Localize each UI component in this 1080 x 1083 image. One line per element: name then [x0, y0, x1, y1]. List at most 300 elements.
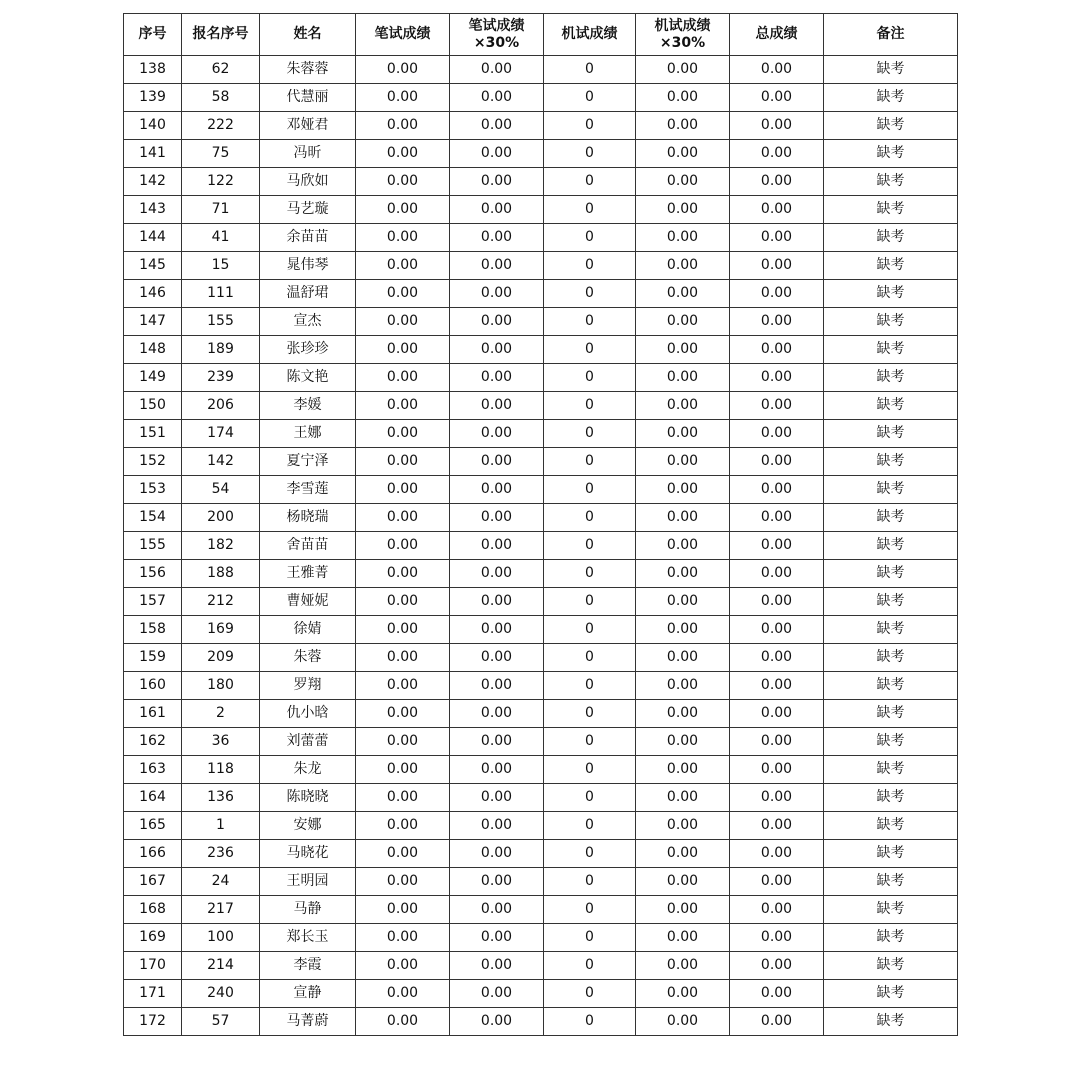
cell-col-written-score: 0.00	[356, 896, 450, 924]
cell-col-machine-score: 0	[544, 56, 636, 84]
cell-col-machine-score: 0	[544, 616, 636, 644]
cell-col-total-score: 0.00	[730, 56, 824, 84]
cell-col-reg-no: 142	[182, 448, 260, 476]
cell-col-written-weighted: 0.00	[450, 448, 544, 476]
cell-col-machine-weighted: 0.00	[636, 56, 730, 84]
cell-col-index: 142	[124, 168, 182, 196]
cell-col-total-score: 0.00	[730, 448, 824, 476]
table-row	[124, 812, 958, 840]
table-row	[124, 756, 958, 784]
cell-col-written-score: 0.00	[356, 952, 450, 980]
cell-col-machine-weighted: 0.00	[636, 140, 730, 168]
cell-col-machine-weighted: 0.00	[636, 168, 730, 196]
cell-col-machine-score: 0	[544, 112, 636, 140]
cell-col-machine-score: 0	[544, 196, 636, 224]
cell-col-machine-score: 0	[544, 672, 636, 700]
cell-col-written-weighted: 0.00	[450, 84, 544, 112]
cell-col-machine-weighted: 0.00	[636, 980, 730, 1008]
cell-col-machine-score: 0	[544, 364, 636, 392]
cell-col-machine-score: 0	[544, 252, 636, 280]
cell-col-machine-score: 0	[544, 504, 636, 532]
header-label: 备注	[876, 26, 905, 42]
cell-col-index: 161	[124, 700, 182, 728]
cell-col-written-weighted: 0.00	[450, 560, 544, 588]
table-row	[124, 448, 958, 476]
cell-col-reg-no: 2	[182, 700, 260, 728]
header-label-sub: ×30%	[473, 34, 520, 51]
table-row	[124, 84, 958, 112]
cell-col-reg-no: 180	[182, 672, 260, 700]
cell-col-reg-no: 58	[182, 84, 260, 112]
cell-col-machine-weighted: 0.00	[636, 924, 730, 952]
cell-col-remark: 缺考	[824, 336, 958, 364]
cell-col-index: 164	[124, 784, 182, 812]
cell-col-reg-no: 75	[182, 140, 260, 168]
cell-col-machine-weighted: 0.00	[636, 252, 730, 280]
cell-col-total-score: 0.00	[730, 140, 824, 168]
cell-col-machine-weighted: 0.00	[636, 224, 730, 252]
cell-col-name: 仇小晗	[260, 700, 356, 728]
cell-col-machine-score: 0	[544, 84, 636, 112]
cell-col-total-score: 0.00	[730, 504, 824, 532]
header-label: 笔试成绩	[374, 26, 431, 42]
table-row	[124, 924, 958, 952]
cell-col-machine-score: 0	[544, 336, 636, 364]
cell-col-total-score: 0.00	[730, 280, 824, 308]
cell-col-machine-weighted: 0.00	[636, 644, 730, 672]
cell-col-written-score: 0.00	[356, 812, 450, 840]
cell-col-written-weighted: 0.00	[450, 252, 544, 280]
cell-col-name: 王明园	[260, 868, 356, 896]
cell-col-reg-no: 24	[182, 868, 260, 896]
cell-col-written-score: 0.00	[356, 420, 450, 448]
cell-col-written-score: 0.00	[356, 784, 450, 812]
cell-col-written-weighted: 0.00	[450, 700, 544, 728]
cell-col-machine-score: 0	[544, 420, 636, 448]
cell-col-reg-no: 111	[182, 280, 260, 308]
cell-col-index: 168	[124, 896, 182, 924]
cell-col-machine-weighted: 0.00	[636, 532, 730, 560]
cell-col-remark: 缺考	[824, 952, 958, 980]
cell-col-remark: 缺考	[824, 196, 958, 224]
cell-col-written-score: 0.00	[356, 700, 450, 728]
table-row	[124, 56, 958, 84]
cell-col-reg-no: 239	[182, 364, 260, 392]
cell-col-remark: 缺考	[824, 420, 958, 448]
header-label: 笔试成绩	[468, 17, 525, 34]
cell-col-machine-weighted: 0.00	[636, 308, 730, 336]
cell-col-written-score: 0.00	[356, 476, 450, 504]
cell-col-written-weighted: 0.00	[450, 1008, 544, 1036]
cell-col-index: 147	[124, 308, 182, 336]
cell-col-index: 160	[124, 672, 182, 700]
cell-col-machine-score: 0	[544, 448, 636, 476]
table-row	[124, 672, 958, 700]
cell-col-name: 晁伟琴	[260, 252, 356, 280]
cell-col-name: 代慧丽	[260, 84, 356, 112]
cell-col-remark: 缺考	[824, 168, 958, 196]
cell-col-reg-no: 57	[182, 1008, 260, 1036]
cell-col-index: 140	[124, 112, 182, 140]
cell-col-written-score: 0.00	[356, 644, 450, 672]
cell-col-remark: 缺考	[824, 784, 958, 812]
cell-col-remark: 缺考	[824, 728, 958, 756]
cell-col-total-score: 0.00	[730, 420, 824, 448]
cell-col-reg-no: 212	[182, 588, 260, 616]
cell-col-written-score: 0.00	[356, 252, 450, 280]
header-label: 报名序号	[192, 26, 249, 42]
cell-col-written-score: 0.00	[356, 308, 450, 336]
cell-col-written-weighted: 0.00	[450, 924, 544, 952]
table-header	[124, 14, 958, 56]
cell-col-written-score: 0.00	[356, 280, 450, 308]
cell-col-remark: 缺考	[824, 812, 958, 840]
cell-col-name: 夏宁泽	[260, 448, 356, 476]
cell-col-machine-weighted: 0.00	[636, 420, 730, 448]
cell-col-machine-weighted: 0.00	[636, 784, 730, 812]
cell-col-index: 163	[124, 756, 182, 784]
cell-col-written-weighted: 0.00	[450, 672, 544, 700]
cell-col-reg-no: 182	[182, 532, 260, 560]
cell-col-machine-score: 0	[544, 700, 636, 728]
cell-col-written-weighted: 0.00	[450, 504, 544, 532]
cell-col-index: 145	[124, 252, 182, 280]
table-row	[124, 196, 958, 224]
cell-col-total-score: 0.00	[730, 224, 824, 252]
cell-col-index: 152	[124, 448, 182, 476]
cell-col-remark: 缺考	[824, 980, 958, 1008]
cell-col-index: 143	[124, 196, 182, 224]
cell-col-total-score: 0.00	[730, 392, 824, 420]
table-row	[124, 504, 958, 532]
cell-col-remark: 缺考	[824, 56, 958, 84]
cell-col-machine-weighted: 0.00	[636, 672, 730, 700]
cell-col-index: 153	[124, 476, 182, 504]
cell-col-name: 陈晓晓	[260, 784, 356, 812]
cell-col-name: 刘蕾蕾	[260, 728, 356, 756]
cell-col-machine-score: 0	[544, 644, 636, 672]
cell-col-written-weighted: 0.00	[450, 112, 544, 140]
cell-col-reg-no: 189	[182, 336, 260, 364]
table-row	[124, 112, 958, 140]
header-label: 姓名	[293, 26, 322, 42]
cell-col-machine-weighted: 0.00	[636, 364, 730, 392]
table-row	[124, 700, 958, 728]
cell-col-machine-score: 0	[544, 812, 636, 840]
cell-col-name: 陈文艳	[260, 364, 356, 392]
cell-col-total-score: 0.00	[730, 252, 824, 280]
cell-col-machine-weighted: 0.00	[636, 812, 730, 840]
table-row	[124, 952, 958, 980]
cell-col-machine-score: 0	[544, 784, 636, 812]
cell-col-machine-weighted: 0.00	[636, 336, 730, 364]
cell-col-written-weighted: 0.00	[450, 336, 544, 364]
cell-col-written-score: 0.00	[356, 728, 450, 756]
header-row	[124, 14, 958, 56]
cell-col-written-weighted: 0.00	[450, 728, 544, 756]
table-row	[124, 728, 958, 756]
cell-col-machine-weighted: 0.00	[636, 560, 730, 588]
cell-col-written-weighted: 0.00	[450, 644, 544, 672]
table-row	[124, 616, 958, 644]
cell-col-written-weighted: 0.00	[450, 868, 544, 896]
cell-col-index: 156	[124, 560, 182, 588]
table-row	[124, 168, 958, 196]
cell-col-machine-score: 0	[544, 868, 636, 896]
cell-col-written-score: 0.00	[356, 756, 450, 784]
cell-col-remark: 缺考	[824, 448, 958, 476]
cell-col-name: 马欣如	[260, 168, 356, 196]
cell-col-remark: 缺考	[824, 392, 958, 420]
cell-col-remark: 缺考	[824, 588, 958, 616]
cell-col-total-score: 0.00	[730, 168, 824, 196]
cell-col-name: 郑长玉	[260, 924, 356, 952]
header-label: 序号	[138, 26, 167, 42]
cell-col-written-weighted: 0.00	[450, 532, 544, 560]
cell-col-machine-score: 0	[544, 140, 636, 168]
cell-col-written-weighted: 0.00	[450, 476, 544, 504]
cell-col-reg-no: 54	[182, 476, 260, 504]
cell-col-machine-weighted: 0.00	[636, 868, 730, 896]
cell-col-written-score: 0.00	[356, 364, 450, 392]
cell-col-machine-score: 0	[544, 728, 636, 756]
cell-col-written-score: 0.00	[356, 168, 450, 196]
table-row	[124, 392, 958, 420]
cell-col-total-score: 0.00	[730, 868, 824, 896]
cell-col-total-score: 0.00	[730, 112, 824, 140]
cell-col-machine-weighted: 0.00	[636, 476, 730, 504]
cell-col-name: 李媛	[260, 392, 356, 420]
cell-col-remark: 缺考	[824, 140, 958, 168]
cell-col-written-score: 0.00	[356, 56, 450, 84]
table-row	[124, 980, 958, 1008]
cell-col-total-score: 0.00	[730, 644, 824, 672]
cell-col-machine-score: 0	[544, 560, 636, 588]
cell-col-name: 邓娅君	[260, 112, 356, 140]
cell-col-total-score: 0.00	[730, 980, 824, 1008]
cell-col-machine-score: 0	[544, 476, 636, 504]
cell-col-written-weighted: 0.00	[450, 364, 544, 392]
cell-col-index: 151	[124, 420, 182, 448]
cell-col-written-score: 0.00	[356, 140, 450, 168]
cell-col-machine-score: 0	[544, 924, 636, 952]
table-row	[124, 868, 958, 896]
cell-col-machine-weighted: 0.00	[636, 392, 730, 420]
score-table	[123, 13, 958, 1036]
cell-col-machine-score: 0	[544, 1008, 636, 1036]
cell-col-machine-score: 0	[544, 280, 636, 308]
cell-col-machine-score: 0	[544, 588, 636, 616]
cell-col-name: 舍苗苗	[260, 532, 356, 560]
cell-col-machine-weighted: 0.00	[636, 1008, 730, 1036]
cell-col-total-score: 0.00	[730, 616, 824, 644]
cell-col-reg-no: 236	[182, 840, 260, 868]
cell-col-index: 162	[124, 728, 182, 756]
cell-col-remark: 缺考	[824, 896, 958, 924]
cell-col-total-score: 0.00	[730, 196, 824, 224]
cell-col-index: 148	[124, 336, 182, 364]
cell-col-reg-no: 71	[182, 196, 260, 224]
cell-col-name: 李霞	[260, 952, 356, 980]
cell-col-machine-weighted: 0.00	[636, 728, 730, 756]
cell-col-total-score: 0.00	[730, 84, 824, 112]
cell-col-reg-no: 214	[182, 952, 260, 980]
header-col-total-score	[730, 14, 824, 56]
table-row	[124, 560, 958, 588]
table-body	[124, 56, 958, 1036]
cell-col-remark: 缺考	[824, 364, 958, 392]
table-row	[124, 364, 958, 392]
cell-col-machine-weighted: 0.00	[636, 756, 730, 784]
cell-col-reg-no: 122	[182, 168, 260, 196]
table-row	[124, 336, 958, 364]
cell-col-index: 171	[124, 980, 182, 1008]
cell-col-index: 170	[124, 952, 182, 980]
cell-col-reg-no: 200	[182, 504, 260, 532]
cell-col-reg-no: 15	[182, 252, 260, 280]
header-col-index	[124, 14, 182, 56]
cell-col-written-score: 0.00	[356, 504, 450, 532]
cell-col-written-score: 0.00	[356, 560, 450, 588]
cell-col-reg-no: 118	[182, 756, 260, 784]
cell-col-written-score: 0.00	[356, 84, 450, 112]
cell-col-written-score: 0.00	[356, 672, 450, 700]
table-row	[124, 280, 958, 308]
cell-col-remark: 缺考	[824, 700, 958, 728]
cell-col-machine-weighted: 0.00	[636, 588, 730, 616]
cell-col-remark: 缺考	[824, 924, 958, 952]
cell-col-remark: 缺考	[824, 252, 958, 280]
cell-col-written-weighted: 0.00	[450, 56, 544, 84]
cell-col-index: 146	[124, 280, 182, 308]
cell-col-name: 安娜	[260, 812, 356, 840]
cell-col-name: 张珍珍	[260, 336, 356, 364]
cell-col-written-weighted: 0.00	[450, 616, 544, 644]
cell-col-written-score: 0.00	[356, 448, 450, 476]
cell-col-machine-weighted: 0.00	[636, 952, 730, 980]
cell-col-reg-no: 41	[182, 224, 260, 252]
cell-col-reg-no: 217	[182, 896, 260, 924]
table-row	[124, 140, 958, 168]
cell-col-name: 余苗苗	[260, 224, 356, 252]
cell-col-total-score: 0.00	[730, 336, 824, 364]
cell-col-total-score: 0.00	[730, 588, 824, 616]
cell-col-written-weighted: 0.00	[450, 784, 544, 812]
header-col-machine-weighted	[636, 14, 730, 56]
cell-col-total-score: 0.00	[730, 952, 824, 980]
cell-col-name: 曹娅妮	[260, 588, 356, 616]
cell-col-machine-score: 0	[544, 952, 636, 980]
cell-col-reg-no: 36	[182, 728, 260, 756]
table-row	[124, 476, 958, 504]
cell-col-machine-score: 0	[544, 392, 636, 420]
cell-col-remark: 缺考	[824, 616, 958, 644]
cell-col-total-score: 0.00	[730, 728, 824, 756]
cell-col-machine-score: 0	[544, 224, 636, 252]
cell-col-written-score: 0.00	[356, 392, 450, 420]
cell-col-name: 王娜	[260, 420, 356, 448]
cell-col-written-weighted: 0.00	[450, 952, 544, 980]
table-row	[124, 252, 958, 280]
cell-col-name: 罗翔	[260, 672, 356, 700]
cell-col-total-score: 0.00	[730, 308, 824, 336]
cell-col-index: 157	[124, 588, 182, 616]
cell-col-written-score: 0.00	[356, 1008, 450, 1036]
cell-col-name: 徐婧	[260, 616, 356, 644]
table-row	[124, 644, 958, 672]
cell-col-name: 冯昕	[260, 140, 356, 168]
cell-col-remark: 缺考	[824, 756, 958, 784]
cell-col-reg-no: 136	[182, 784, 260, 812]
cell-col-machine-score: 0	[544, 896, 636, 924]
cell-col-written-weighted: 0.00	[450, 280, 544, 308]
cell-col-total-score: 0.00	[730, 896, 824, 924]
cell-col-written-weighted: 0.00	[450, 224, 544, 252]
cell-col-machine-weighted: 0.00	[636, 84, 730, 112]
header-label: 总成绩	[755, 26, 798, 42]
cell-col-total-score: 0.00	[730, 476, 824, 504]
cell-col-index: 158	[124, 616, 182, 644]
cell-col-remark: 缺考	[824, 280, 958, 308]
cell-col-remark: 缺考	[824, 1008, 958, 1036]
cell-col-machine-score: 0	[544, 168, 636, 196]
cell-col-reg-no: 222	[182, 112, 260, 140]
cell-col-machine-score: 0	[544, 980, 636, 1008]
cell-col-reg-no: 169	[182, 616, 260, 644]
cell-col-remark: 缺考	[824, 868, 958, 896]
cell-col-remark: 缺考	[824, 672, 958, 700]
cell-col-machine-score: 0	[544, 308, 636, 336]
header-col-written-weighted	[450, 14, 544, 56]
cell-col-name: 朱龙	[260, 756, 356, 784]
cell-col-name: 王雅菁	[260, 560, 356, 588]
cell-col-remark: 缺考	[824, 84, 958, 112]
cell-col-machine-weighted: 0.00	[636, 616, 730, 644]
cell-col-written-score: 0.00	[356, 112, 450, 140]
cell-col-machine-weighted: 0.00	[636, 112, 730, 140]
cell-col-index: 150	[124, 392, 182, 420]
table-row	[124, 224, 958, 252]
cell-col-remark: 缺考	[824, 840, 958, 868]
cell-col-written-score: 0.00	[356, 980, 450, 1008]
cell-col-reg-no: 100	[182, 924, 260, 952]
cell-col-written-score: 0.00	[356, 868, 450, 896]
cell-col-written-weighted: 0.00	[450, 756, 544, 784]
cell-col-written-score: 0.00	[356, 840, 450, 868]
header-label: 机试成绩	[654, 17, 711, 34]
table-row	[124, 840, 958, 868]
cell-col-index: 149	[124, 364, 182, 392]
cell-col-total-score: 0.00	[730, 840, 824, 868]
header-col-reg-no	[182, 14, 260, 56]
cell-col-written-weighted: 0.00	[450, 840, 544, 868]
cell-col-remark: 缺考	[824, 224, 958, 252]
cell-col-written-score: 0.00	[356, 224, 450, 252]
cell-col-index: 165	[124, 812, 182, 840]
header-label: 机试成绩	[561, 26, 618, 42]
cell-col-name: 李雪莲	[260, 476, 356, 504]
cell-col-index: 138	[124, 56, 182, 84]
cell-col-written-score: 0.00	[356, 616, 450, 644]
cell-col-total-score: 0.00	[730, 532, 824, 560]
cell-col-total-score: 0.00	[730, 924, 824, 952]
cell-col-name: 马晓花	[260, 840, 356, 868]
cell-col-index: 159	[124, 644, 182, 672]
cell-col-index: 154	[124, 504, 182, 532]
cell-col-written-score: 0.00	[356, 532, 450, 560]
cell-col-index: 169	[124, 924, 182, 952]
cell-col-name: 马艺璇	[260, 196, 356, 224]
